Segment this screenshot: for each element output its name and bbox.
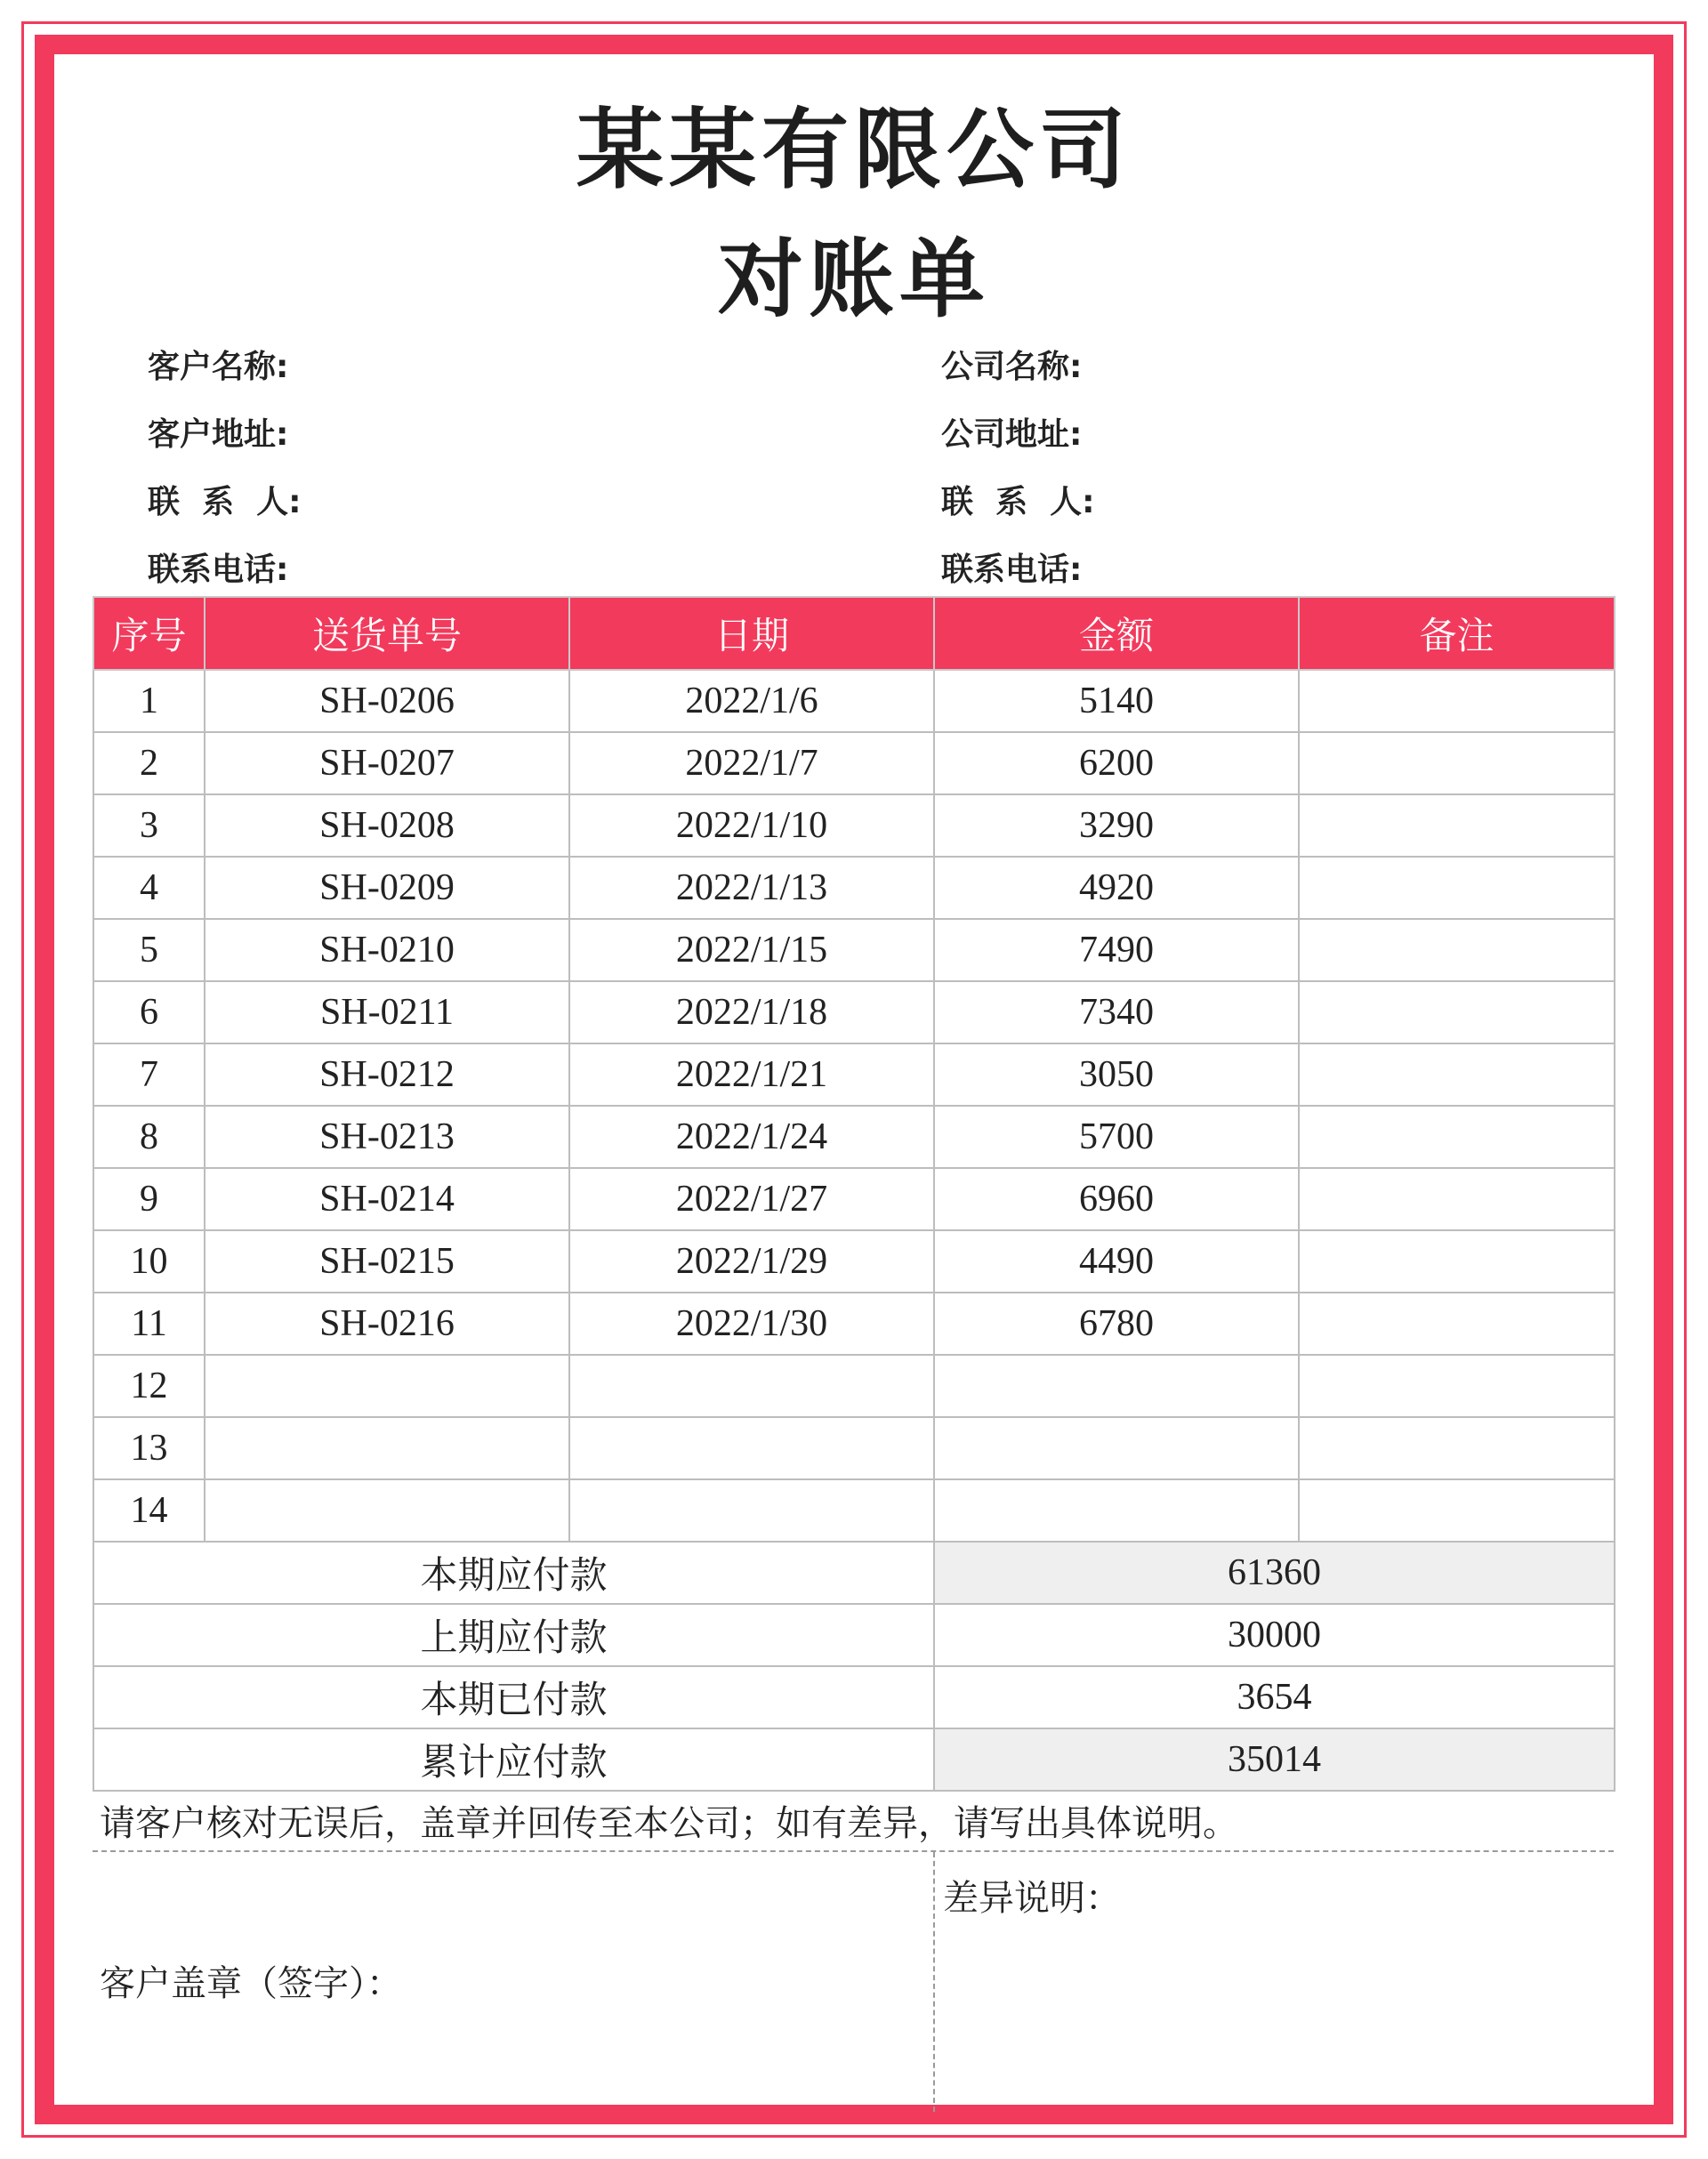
cell-order-no: SH-0206 <box>205 670 569 732</box>
table-row <box>93 1043 1615 1106</box>
cell-amount <box>934 1355 1299 1417</box>
cell-index: 5 <box>93 919 205 981</box>
verification-notice: 请客户核对无误后，盖章并回传至本公司；如有差异，请写出具体说明。 <box>100 1803 1238 1844</box>
cell-order-no: SH-0213 <box>205 1106 569 1168</box>
table-row <box>93 1355 1615 1417</box>
cell-date: 2022/1/13 <box>569 857 934 919</box>
table-row <box>93 732 1615 794</box>
cell-index: 1 <box>93 670 205 732</box>
cell-date <box>569 1417 934 1479</box>
cell-amount: 6200 <box>934 732 1299 794</box>
cell-index: 2 <box>93 732 205 794</box>
cell-order-no: SH-0207 <box>205 732 569 794</box>
summary-row <box>93 1542 1615 1604</box>
cell-order-no: SH-0214 <box>205 1168 569 1230</box>
table-row <box>93 1230 1615 1293</box>
cell-amount: 3050 <box>934 1043 1299 1106</box>
summary-label: 本期应付款 <box>93 1542 934 1604</box>
dashed-divider <box>93 1850 1614 1852</box>
cell-amount: 5700 <box>934 1106 1299 1168</box>
cell-order-no: SH-0210 <box>205 919 569 981</box>
cell-date: 2022/1/7 <box>569 732 934 794</box>
summary-value: 30000 <box>934 1604 1615 1666</box>
summary-label: 本期已付款 <box>93 1666 934 1728</box>
cell-amount: 4920 <box>934 857 1299 919</box>
company-address-label: 公司地址: <box>941 416 1083 453</box>
customer-signature-label: 客户盖章（签字）： <box>100 1963 402 2004</box>
table-row <box>93 1417 1615 1479</box>
company-title: 某某有限公司 <box>576 100 1132 201</box>
cell-date: 2022/1/21 <box>569 1043 934 1106</box>
cell-index: 14 <box>93 1479 205 1542</box>
cell-index: 11 <box>93 1293 205 1355</box>
header-index: 序号 <box>93 597 205 670</box>
table-row <box>93 857 1615 919</box>
cell-order-no: SH-0208 <box>205 794 569 857</box>
table-row <box>93 1293 1615 1355</box>
cell-order-no: SH-0216 <box>205 1293 569 1355</box>
summary-value: 35014 <box>934 1728 1615 1791</box>
cell-note <box>1299 1168 1615 1230</box>
cell-note <box>1299 1106 1615 1168</box>
cell-note <box>1299 1043 1615 1106</box>
company-contact-label: 联 系 人: <box>941 484 1095 520</box>
dashed-vertical-divider <box>933 1852 935 2112</box>
difference-note-label: 差异说明： <box>943 1878 1121 1919</box>
company-name-label: 公司名称: <box>941 349 1083 385</box>
cell-order-no: SH-0212 <box>205 1043 569 1106</box>
cell-amount: 4490 <box>934 1230 1299 1293</box>
cell-note <box>1299 732 1615 794</box>
table-header-row <box>93 597 1615 670</box>
cell-date: 2022/1/10 <box>569 794 934 857</box>
summary-row <box>93 1604 1615 1666</box>
cell-date: 2022/1/15 <box>569 919 934 981</box>
cell-amount: 7340 <box>934 981 1299 1043</box>
cell-amount <box>934 1417 1299 1479</box>
cell-date: 2022/1/24 <box>569 1106 934 1168</box>
cell-order-no <box>205 1355 569 1417</box>
cell-amount: 6960 <box>934 1168 1299 1230</box>
table-row <box>93 919 1615 981</box>
summary-value: 3654 <box>934 1666 1615 1728</box>
cell-index: 3 <box>93 794 205 857</box>
table-row <box>93 981 1615 1043</box>
cell-order-no: SH-0215 <box>205 1230 569 1293</box>
customer-phone-label: 联系电话: <box>148 552 289 588</box>
cell-order-no <box>205 1417 569 1479</box>
cell-index: 13 <box>93 1417 205 1479</box>
table-row <box>93 1479 1615 1542</box>
cell-index: 9 <box>93 1168 205 1230</box>
cell-amount <box>934 1479 1299 1542</box>
cell-index: 4 <box>93 857 205 919</box>
cell-note <box>1299 857 1615 919</box>
cell-index: 7 <box>93 1043 205 1106</box>
table-row <box>93 1168 1615 1230</box>
cell-date: 2022/1/18 <box>569 981 934 1043</box>
cell-order-no <box>205 1479 569 1542</box>
company-phone-label: 联系电话: <box>941 552 1083 588</box>
table-row <box>93 794 1615 857</box>
cell-date <box>569 1479 934 1542</box>
summary-label: 累计应付款 <box>93 1728 934 1791</box>
table-row <box>93 670 1615 732</box>
summary-label: 上期应付款 <box>93 1604 934 1666</box>
cell-date: 2022/1/29 <box>569 1230 934 1293</box>
cell-amount: 7490 <box>934 919 1299 981</box>
cell-index: 6 <box>93 981 205 1043</box>
header-note: 备注 <box>1299 597 1615 670</box>
cell-amount: 6780 <box>934 1293 1299 1355</box>
cell-amount: 3290 <box>934 794 1299 857</box>
summary-row <box>93 1666 1615 1728</box>
cell-index: 10 <box>93 1230 205 1293</box>
cell-note <box>1299 981 1615 1043</box>
cell-date: 2022/1/6 <box>569 670 934 732</box>
cell-note <box>1299 1479 1615 1542</box>
customer-address-label: 客户地址: <box>148 416 289 453</box>
cell-order-no: SH-0209 <box>205 857 569 919</box>
cell-note <box>1299 919 1615 981</box>
cell-index: 12 <box>93 1355 205 1417</box>
cell-note <box>1299 1230 1615 1293</box>
cell-note <box>1299 1417 1615 1479</box>
cell-order-no: SH-0211 <box>205 981 569 1043</box>
cell-index: 8 <box>93 1106 205 1168</box>
statement-table <box>93 596 1615 1792</box>
cell-date <box>569 1355 934 1417</box>
summary-value: 61360 <box>934 1542 1615 1604</box>
cell-date: 2022/1/30 <box>569 1293 934 1355</box>
cell-note <box>1299 1293 1615 1355</box>
cell-date: 2022/1/27 <box>569 1168 934 1230</box>
header-date: 日期 <box>569 597 934 670</box>
summary-row <box>93 1728 1615 1791</box>
document-title: 对账单 <box>718 230 990 329</box>
header-amount: 金额 <box>934 597 1299 670</box>
customer-name-label: 客户名称: <box>148 349 289 385</box>
cell-amount: 5140 <box>934 670 1299 732</box>
cell-note <box>1299 1355 1615 1417</box>
header-order-no: 送货单号 <box>205 597 569 670</box>
customer-contact-label: 联 系 人: <box>148 484 302 520</box>
cell-note <box>1299 794 1615 857</box>
table-row <box>93 1106 1615 1168</box>
cell-note <box>1299 670 1615 732</box>
